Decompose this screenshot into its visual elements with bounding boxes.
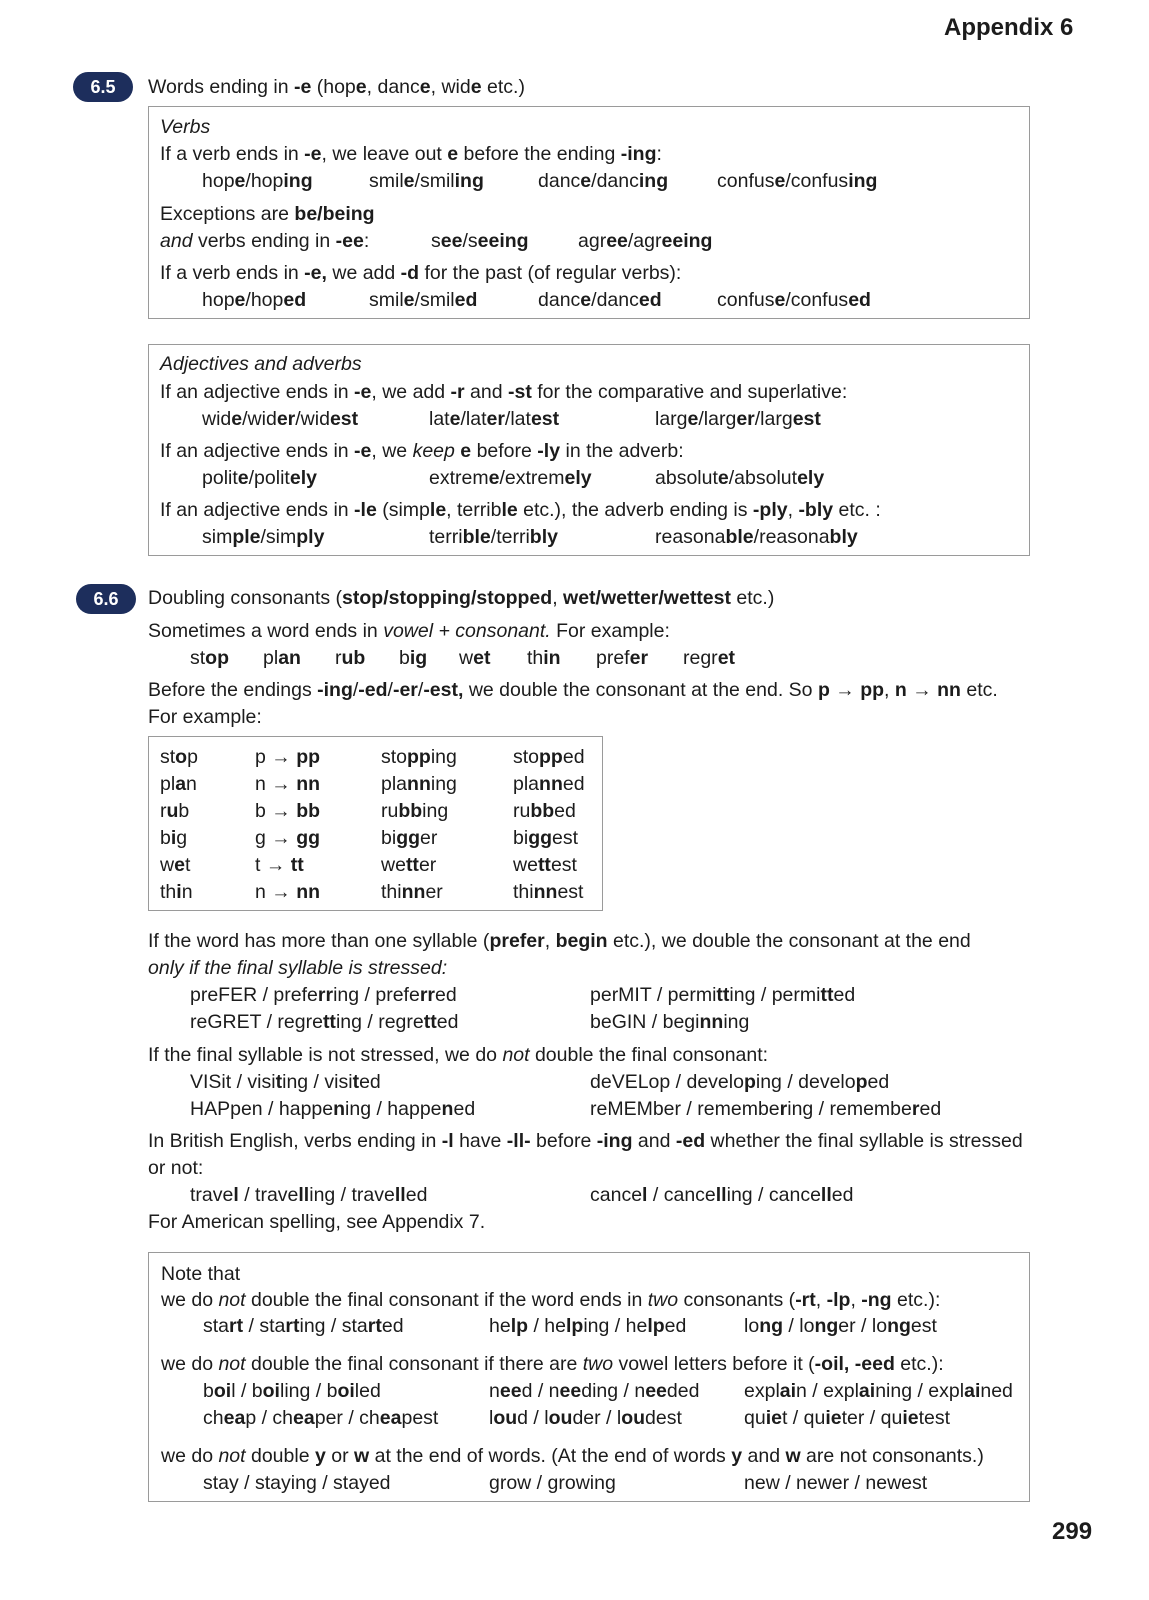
- table-cell-ing: wetter: [381, 854, 437, 876]
- unstressed-example: VISit / visiting / visited: [190, 1071, 381, 1093]
- example-word: rub: [335, 647, 366, 669]
- stressed-example: preFER / preferring / preferred: [190, 984, 457, 1006]
- example-item: extreme/extremely: [429, 467, 592, 489]
- table-cell-word: plan: [160, 773, 197, 795]
- british-rule-cont: or not:: [148, 1157, 204, 1179]
- example-word: stop: [190, 647, 229, 669]
- stressed-example: beGIN / beginning: [590, 1011, 750, 1033]
- table-cell-change: p → pp: [255, 746, 321, 768]
- unstressed-example: deVELop / developing / developed: [590, 1071, 890, 1093]
- note-example: cheap / cheaper / cheapest: [203, 1407, 439, 1429]
- example-item: dance/danced: [538, 289, 662, 311]
- british-example: cancel / cancelling / cancelled: [590, 1184, 854, 1206]
- table-cell-change: t → tt: [255, 854, 304, 876]
- verbs-exceptions: Exceptions are be/being: [160, 203, 375, 225]
- note-example: long / longer / longest: [744, 1315, 937, 1337]
- note-example: new / newer / newest: [744, 1472, 928, 1494]
- example-item: late/later/latest: [429, 408, 560, 430]
- page-number: 299: [1052, 1518, 1093, 1545]
- for-example-label: For example:: [148, 706, 262, 728]
- appendix-title: Appendix 6: [944, 14, 1074, 41]
- example-item: hope/hoping: [202, 170, 313, 192]
- table-cell-ing: bigger: [381, 827, 438, 849]
- table-cell-word: big: [160, 827, 188, 849]
- table-cell-ing: stopping: [381, 746, 457, 768]
- note-rule-y-w: we do not double y or w at the end of words. (At the end of words y and w are not consonants.): [161, 1445, 984, 1467]
- verbs-ee-rule: and verbs ending in -ee:: [160, 230, 370, 252]
- verbs-label: Verbs: [160, 116, 211, 138]
- example-word: big: [399, 647, 428, 669]
- table-cell-ed: thinnest: [513, 881, 584, 903]
- doubling-rule: Before the endings -ing/-ed/-er/-est, we double the consonant at the end. So p → pp, n → nn etc.: [148, 679, 998, 701]
- syllable-rule-stressed: only if the final syllable is stressed:: [148, 957, 448, 979]
- note-example: loud / louder / loudest: [489, 1407, 682, 1429]
- unstressed-example: reMEMber / remembering / remembered: [590, 1098, 942, 1120]
- table-cell-word: thin: [160, 881, 193, 903]
- example-item: agree/agreeing: [578, 230, 713, 252]
- example-word: plan: [263, 647, 301, 669]
- table-cell-change: b → bb: [255, 800, 321, 822]
- note-example: stay / staying / stayed: [203, 1472, 391, 1494]
- example-item: dance/dancing: [538, 170, 669, 192]
- section-badge-6-6: 6.6: [76, 584, 136, 614]
- adjectives-rule-ly: If an adjective ends in -e, we keep e before -ly in the adverb:: [160, 440, 684, 462]
- stressed-example: reGRET / regretting / regretted: [190, 1011, 459, 1033]
- table-cell-ed: rubbed: [513, 800, 576, 822]
- table-cell-change: n → nn: [255, 773, 321, 795]
- example-item: wide/wider/widest: [202, 408, 359, 430]
- note-title: Note that: [161, 1263, 241, 1285]
- table-cell-ing: planning: [381, 773, 457, 795]
- example-word: prefer: [596, 647, 649, 669]
- american-spelling-note: For American spelling, see Appendix 7.: [148, 1211, 486, 1233]
- table-cell-ed: wettest: [513, 854, 577, 876]
- table-cell-ed: biggest: [513, 827, 579, 849]
- stressed-example: perMIT / permitting / permitted: [590, 984, 856, 1006]
- table-cell-ing: rubbing: [381, 800, 449, 822]
- section-heading-6-6: Doubling consonants (stop/stopping/stopped, wet/wetter/wettest etc.): [148, 587, 775, 609]
- example-item: simple/simply: [202, 526, 325, 548]
- section-badge-6-5: 6.5: [73, 72, 133, 102]
- example-item: hope/hoped: [202, 289, 307, 311]
- note-example: boil / boiling / boiled: [203, 1380, 381, 1402]
- table-cell-change: g → gg: [255, 827, 321, 849]
- table-cell-word: stop: [160, 746, 198, 768]
- table-cell-ed: stopped: [513, 746, 585, 768]
- verbs-rule-past: If a verb ends in -e, we add -d for the past (of regular verbs):: [160, 262, 682, 284]
- note-example: help / helping / helped: [489, 1315, 687, 1337]
- example-item: smile/smiled: [369, 289, 478, 311]
- syllable-rule: If the word has more than one syllable (prefer, begin etc.), we double the consonant at the end: [148, 930, 971, 952]
- example-item: polite/politely: [202, 467, 317, 489]
- note-example: quiet / quieter / quietest: [744, 1407, 951, 1429]
- unstressed-example: HAPpen / happening / happened: [190, 1098, 476, 1120]
- example-item: absolute/absolutely: [655, 467, 825, 489]
- example-word: wet: [459, 647, 491, 669]
- verbs-rule-ing: If a verb ends in -e, we leave out e before the ending -ing:: [160, 143, 662, 165]
- example-item: smile/smiling: [369, 170, 484, 192]
- note-example: grow / growing: [489, 1472, 616, 1494]
- example-item: see/seeing: [431, 230, 529, 252]
- example-item: large/larger/largest: [655, 408, 821, 430]
- vowel-consonant-intro: Sometimes a word ends in vowel + consonant. For example:: [148, 620, 670, 642]
- example-item: confuse/confusing: [717, 170, 878, 192]
- example-item: confuse/confused: [717, 289, 871, 311]
- note-example: need / needing / needed: [489, 1380, 700, 1402]
- note-rule-two-vowels: we do not double the final consonant if there are two vowel letters before it (-oil, -eed etc.):: [161, 1353, 944, 1375]
- note-example: explain / explaining / explained: [744, 1380, 1013, 1402]
- adjectives-rule-le: If an adjective ends in -le (simple, terrible etc.), the adverb ending is -ply, -bly etc. :: [160, 499, 881, 521]
- adjectives-label: Adjectives and adverbs: [160, 353, 362, 375]
- section-heading-6-5: Words ending in -e (hope, dance, wide etc.): [148, 76, 525, 98]
- example-word: regret: [683, 647, 736, 669]
- example-item: reasonable/reasonably: [655, 526, 858, 548]
- example-item: terrible/terribly: [429, 526, 558, 548]
- example-word: thin: [527, 647, 561, 669]
- table-cell-word: wet: [160, 854, 191, 876]
- adjectives-rule-comparative: If an adjective ends in -e, we add -r and -st for the comparative and superlative:: [160, 381, 848, 403]
- british-rule: In British English, verbs ending in -l have -ll- before -ing and -ed whether the final syllable is stressed: [148, 1130, 1023, 1152]
- note-rule-two-consonants: we do not double the final consonant if the word ends in two consonants (-rt, -lp, -ng etc.):: [161, 1289, 941, 1311]
- british-example: travel / travelling / travelled: [190, 1184, 428, 1206]
- unstressed-rule: If the final syllable is not stressed, we do not double the final consonant:: [148, 1044, 769, 1066]
- table-cell-ing: thinner: [381, 881, 443, 903]
- table-cell-word: rub: [160, 800, 190, 822]
- note-example: start / starting / started: [203, 1315, 404, 1337]
- table-cell-ed: planned: [513, 773, 585, 795]
- table-cell-change: n → nn: [255, 881, 321, 903]
